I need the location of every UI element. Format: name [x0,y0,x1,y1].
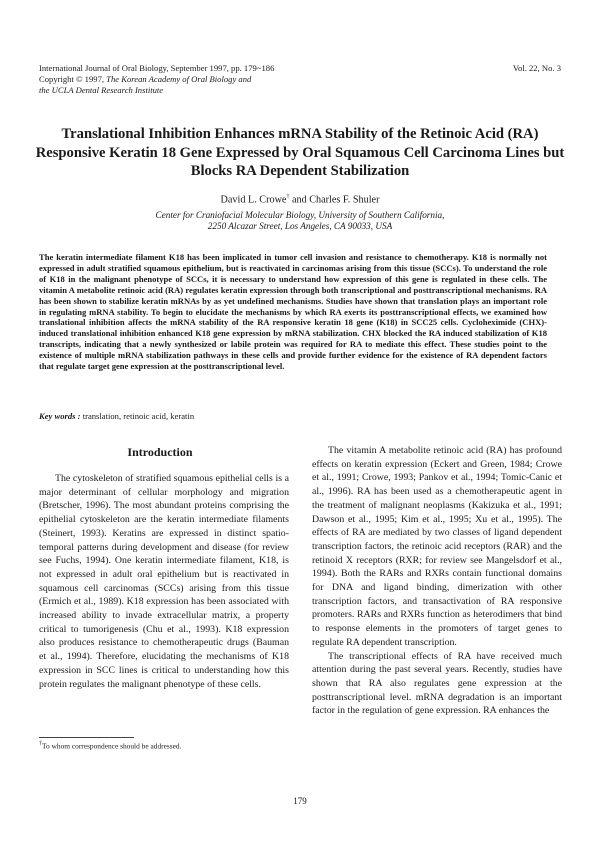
authors: David L. Crowe† and Charles F. Shuler [220,194,380,206]
journal-citation: International Journal of Oral Biology, September 1997, pp. 179~186 [39,63,275,73]
copyright-line: Copyright © 1997, The Korean Academy of Oral Biology and [39,74,252,84]
institute-line: the UCLA Dental Research Institute [39,85,164,95]
article-title: Translational Inhibition Enhances mRNA Stability of the Retinoic Acid (RA) Responsive Keratin 18 Gene Expressed by Oral Squamous Cell Carcinoma Lines but Blocks RA Dependent Stabilization [35,126,565,179]
section-heading-introduction: Introduction [127,445,193,459]
paragraph: The transcriptional effects of RA have received much attention during the past several years. Recently, studies have shown that RA also regulates gene expression at the posttranscriptional level. mRNA degradation is an important factor in the regulation of gene expression. RA enhances the [312,650,562,717]
left-column [39,472,289,691]
paragraph: The vitamin A metabolite retinoic acid (RA) has profound effects on keratin expression (Eckert and Green, 1984; Crowe et al., 1991; Crowe, 1993; Pankov et al., 1994; Tomic-Canic et al., 1996). RA has been used as a chemotherapeutic agent in the treatment of malignant neoplasms (Kakizuka et al., 1991; Dawson et al., 1995; Kim et al., 1995; Xu et al., 1995). The effects of RA are mediated by two classes of ligand dependent transcription factors, the retinoic acid receptors (RAR) and the retinoid X receptors (RXR; for review see Mangelsdorf et al., 1994). Both the RARs and RXRs contain functional domains for DNA and ligand binding, dimerization with other transcription factors, and transactivation of RA responsive promoters. RARs and RXRs function as heterodimers that bind to response elements in the promoters of target genes to regulate RA dependent transcription. [312,445,562,648]
abstract: The keratin intermediate filament K18 has been implicated in tumor cell invasion and resistance to chemotherapy. K18 is normally not expressed in adult stratified squamous epithelium, but is reactivated in carcinomas arising from this tissue (SCCs). To understand the role of K18 in the malignant phenotype of SCCs, it is necessary to understand how expression of this gene is regulated in these cells. The vitamin A metabolite retinoic acid (RA) regulates keratin expression through both transcriptional and posttranscriptional mechanisms. RA has been shown to stabilize keratin mRNAs by as yet undefined mechanisms. Studies have shown that translation plays an important role in regulating mRNA stability. To begin to elucidate the mechanisms by which RA exerts its posttranscriptional effects, we examined how translational inhibition affects the mRNA stability of the RA responsive keratin 18 gene (K18) in SCC25 cells. Cycloheximide (CHX)-induced translational inhibition enhanced K18 gene expression by mRNA stabilization. CHX blocked the RA induced stabilization of K18 transcripts, indicating that a newly synthesized or labile protein was required for RA to mediate this effect. These studies point to the existence of multiple mRNA stabilization pathways in these cells and provide further evidence for the existence of RA dependent factors that regulate target gene expression at the posttranscriptional level. [39,252,547,372]
keywords-label: Key words : [39,411,81,421]
paragraph: The cytoskeleton of stratified squamous epithelial cells is a major determinant of cellular morphology and migration (Bretscher, 1996). The most abundant proteins comprising the epithelial cytoskeleton are the keratin intermediate filaments (Steinert, 1993). Keratins are expressed in distinct spatio-temporal patterns during development and disease (for review see Fuchs, 1994). One keratin intermediate filament, K18, is not expressed in adult oral epithelium but is reactivated in squamous cell carcinomas (SCCs) arising from this tissue (Ermich et al., 1989). K18 expression has been associated with increased ability to invade extracellular matrix, a property critical to tumorigenesis (Chu et al., 1993). K18 expression also produces resistance to chemotherapeutic drugs (Bauman et al., 1994). Therefore, elucidating the mechanisms of K18 expression in SCC lines is critical to understanding how this protein regulates the malignant phenotype of these cells. [39,473,289,690]
keywords [39,411,194,421]
right-column [312,444,562,718]
journal-header [39,63,274,96]
page-number: 179 [293,796,307,806]
volume-label: Vol. 22, No. 3 [512,63,561,73]
keywords-text: translation, retinoic acid, keratin [80,411,195,421]
affiliation [0,210,600,232]
footnote: †To whom correspondence should be addressed. [39,741,182,751]
affiliation-line-2: 2250 Alcazar Street, Los Angeles, CA 90033, USA [207,221,393,231]
footnote-divider [39,737,134,738]
affiliation-line-1: Center for Craniofacial Molecular Biology, University of Southern California, [155,210,445,220]
